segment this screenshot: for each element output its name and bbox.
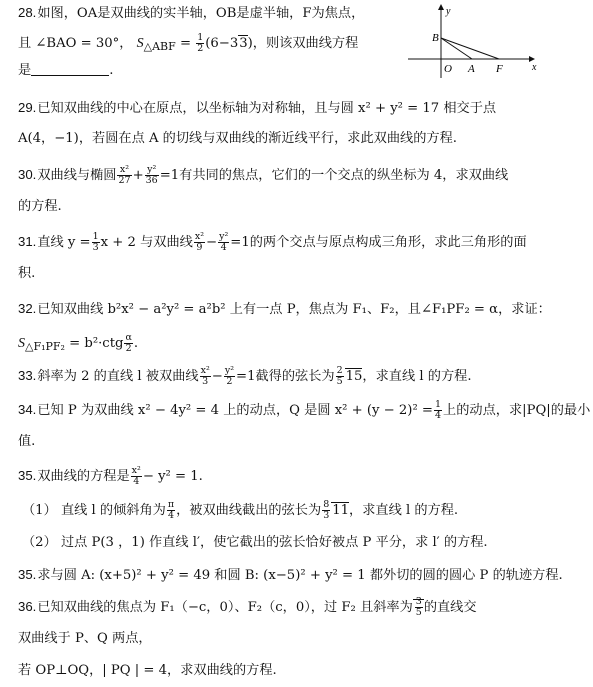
expr: (6−3 <box>205 36 239 51</box>
problem-number: 28. <box>18 5 37 20</box>
numerator: x² <box>117 165 131 176</box>
fraction <box>336 366 344 387</box>
numerator: y² <box>224 365 235 376</box>
period: . <box>109 63 114 78</box>
minus: − <box>211 369 223 384</box>
label-f: F <box>496 63 503 75</box>
sqrt: 3 <box>239 36 248 51</box>
denominator: 3 <box>202 376 209 387</box>
problem-31-line2 <box>18 265 35 283</box>
problem-34-line2 <box>18 433 35 451</box>
problem-text: 已知双曲线 b²x² − a²y² = a²b² 上有一点 P，焦点为 F₁、F₂，且∠F₁PF₂ = α，求证： <box>37 302 551 317</box>
sqrt: 11 <box>332 503 350 518</box>
problem-28-line1 <box>18 4 364 23</box>
text: 斜率为 2 的直线 l 被双曲线 <box>37 369 199 384</box>
denominator: 27 <box>118 175 131 186</box>
problem-35-line1 <box>18 466 203 487</box>
problem-33-line1 <box>18 366 472 387</box>
text: =1截得的弦长为 <box>236 369 335 384</box>
denominator: 5 <box>336 376 343 387</box>
numerator: 3 <box>415 596 422 607</box>
problem-36-line1 <box>18 597 477 618</box>
text: ，求直线 l 的方程. <box>349 503 459 518</box>
problem-text: 如图，OA是双曲线的实半轴，OB是虚半轴，F为焦点， <box>37 6 365 21</box>
problem-31-line1 <box>18 232 527 253</box>
problem-text: 的方程. <box>18 199 62 214</box>
numerator: y² <box>219 231 229 242</box>
label-b: B <box>432 32 439 44</box>
text: 已知 P 为双曲线 x² − 4y² = 4 上的动点，Q 是圆 x² + (y − 2)² = <box>37 403 433 418</box>
problem-number: 34. <box>18 402 37 417</box>
equals: = <box>175 36 196 51</box>
problem-36-line2 <box>18 630 152 648</box>
fraction <box>145 165 159 186</box>
label-o: O <box>444 63 452 75</box>
problem-35-sub2 <box>22 534 488 552</box>
numerator: x² <box>200 365 210 376</box>
text: 的直线交 <box>423 600 477 615</box>
problem-text: 双曲线于 P、Q 两点， <box>18 631 152 646</box>
expr: = b²·ctg <box>64 336 124 351</box>
problem-text: 若 OP⊥OQ，| PQ | = 4，求双曲线的方程. <box>18 663 277 678</box>
text-rest: )，则该双曲线方程 <box>247 36 359 51</box>
problem-35-sub1 <box>22 500 458 521</box>
problem-number: 35. <box>18 567 37 582</box>
text: ，被双曲线截出的弦长为 <box>176 503 322 518</box>
numerator: x² <box>194 231 205 242</box>
problem-34-line1 <box>18 400 590 421</box>
numerator: 1 <box>197 32 204 43</box>
problem-29-line1 <box>18 99 496 118</box>
problem-28-line2 <box>18 33 358 56</box>
problem-text: A(4，−1)，若圆在点 A 的切线与双曲线的渐近线平行，求此双曲线的方程. <box>18 131 457 146</box>
denominator: 5 <box>415 607 422 618</box>
problem-35b-line1 <box>18 566 563 585</box>
text: 直线 y = <box>37 235 91 250</box>
sqrt: 15 <box>345 369 363 384</box>
problem-text: 值. <box>18 434 36 449</box>
area-symbol: S <box>18 336 25 351</box>
hyperbola-figure <box>404 2 544 80</box>
line-b-a <box>441 38 472 59</box>
denominator: 4 <box>220 242 227 253</box>
text: 已知双曲线的焦点为 F₁（−c，0）、F₂（c，0），过 F₂ 且斜率为 <box>37 600 413 615</box>
line-b-f <box>441 38 499 59</box>
numerator: 8 <box>323 499 330 510</box>
text: =1有共同的焦点，它们的一个交点的纵坐标为 4，求双曲线 <box>159 168 509 183</box>
area-symbol: S <box>136 36 144 51</box>
problem-number: 35. <box>18 468 37 483</box>
problem-number: 31. <box>18 234 37 249</box>
fraction <box>200 366 211 387</box>
denominator: 9 <box>196 242 203 253</box>
fraction <box>167 500 175 521</box>
text: =1的两个交点与原点构成三角形，求此三角形的面 <box>230 235 527 250</box>
numerator: 1 <box>434 399 442 410</box>
problem-number: 30. <box>18 167 37 182</box>
problem-36-line3 <box>18 662 277 680</box>
problem-text: （2） 过点 P(3 ，1) 作直线 l′，使它截出的弦长恰好被点 P 平分，求 l′ 的方程. <box>22 535 488 550</box>
problem-number: 33. <box>18 368 37 383</box>
denominator: 36 <box>145 175 158 186</box>
numerator: 1 <box>92 231 99 242</box>
denominator: 3 <box>92 242 99 253</box>
numerator: α <box>125 332 132 343</box>
problem-number: 29. <box>18 100 37 115</box>
text: 是 <box>18 63 32 78</box>
denominator: 2 <box>226 376 233 387</box>
area-subscript: △F₁PF₂ <box>25 340 65 353</box>
problem-text: 求与圆 A: (x+5)² + y² = 49 和圆 B: (x−5)² + y² = 1 都外切的圆的圆心 P 的轨迹方程. <box>37 568 563 583</box>
period: . <box>133 336 139 351</box>
area-subscript: △ABF <box>143 40 176 53</box>
problem-30-line2 <box>18 198 62 216</box>
problem-number: 32. <box>18 301 37 316</box>
text: 双曲线与椭圆 <box>37 168 117 183</box>
fraction <box>218 232 229 253</box>
numerator: π <box>167 499 175 510</box>
denominator: 4 <box>167 510 175 521</box>
text: 上的动点，求|PQ|的最小 <box>443 403 591 418</box>
minus: − <box>206 235 218 250</box>
problem-number: 36. <box>18 599 37 614</box>
y-axis-arrow <box>438 4 444 10</box>
plus: + <box>132 168 144 183</box>
problem-text: 积. <box>18 266 36 281</box>
label-x: x <box>532 62 537 73</box>
denominator: 4 <box>133 476 140 487</box>
fraction <box>434 400 442 421</box>
text: （1） 直线 l 的倾斜角为 <box>22 503 166 518</box>
angle-condition: 且 ∠BAO = 30°， <box>18 36 133 51</box>
denominator: 3 <box>323 510 330 521</box>
fraction <box>124 333 132 354</box>
sqrt <box>413 596 424 618</box>
answer-blank[interactable] <box>31 63 109 76</box>
numerator: y² <box>145 165 159 176</box>
text: 双曲线的方程是 <box>37 469 130 484</box>
numerator: x² <box>131 465 141 476</box>
text: x + 2 与双曲线 <box>100 235 193 250</box>
problem-32-line1 <box>18 300 551 319</box>
problem-29-line2 <box>18 130 457 148</box>
problem-text: 已知双曲线的中心在原点，以坐标轴为对称轴，且与圆 x² + y² = 17 相交于点 <box>37 101 497 116</box>
denominator: 4 <box>434 410 442 421</box>
fraction <box>194 232 205 253</box>
problem-28-line3 <box>18 62 113 80</box>
fraction <box>322 500 330 521</box>
denominator: 2 <box>197 43 204 54</box>
fraction <box>196 33 204 54</box>
problem-30-line1 <box>18 165 508 186</box>
label-y: y <box>446 6 451 17</box>
label-a: A <box>468 63 475 75</box>
fraction <box>224 366 235 387</box>
numerator: 2 <box>336 365 343 376</box>
fraction <box>415 597 423 618</box>
fraction <box>117 165 131 186</box>
text: ，求直线 l 的方程. <box>362 369 472 384</box>
fraction <box>131 466 142 487</box>
denominator: 2 <box>125 343 132 354</box>
fraction <box>92 232 100 253</box>
problem-32-line2 <box>18 333 138 356</box>
text: − y² = 1. <box>142 469 203 484</box>
